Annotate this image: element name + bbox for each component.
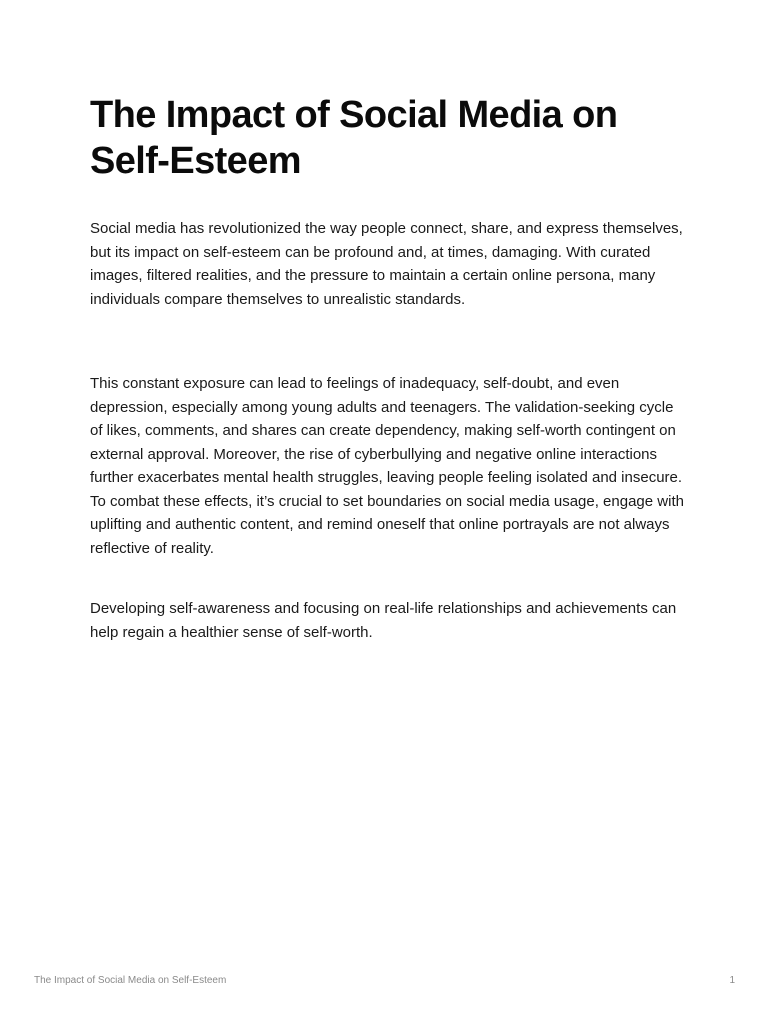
paragraph-intro: Social media has revolutionized the way people connect, share, and express themselves, but its impact on self-esteem can be profound and, at times, damaging. With curated images, filtered realities, and the pressure to maintain a certain online persona, many individuals compare themselves to unrealistic standards. xyxy=(90,220,683,308)
footer-running-title: The Impact of Social Media on Self-Esteem xyxy=(34,975,227,986)
paragraph-effects: This constant exposure can lead to feelings of inadequacy, self-doubt, and even depression, especially among young adults and teenagers. The validation-seeking cycle of likes, comments, and shares can create dependency, making self-worth contingent on external approval. Moreover, the rise of cyberbullying and negative online interactions further exacerbates mental health struggles, leaving people feeling isolated and insecure. To combat these effects, it’s crucial to set boundaries on social media usage, engage with uplifting and authentic content, and remind oneself that online portrayals are not always reflective of reality. xyxy=(90,375,684,557)
page-title: The Impact of Social Media on Self-Esteem xyxy=(90,94,618,182)
paragraph-conclusion: Developing self-awareness and focusing on real-life relationships and achievements can help regain a healthier sense of self-worth. xyxy=(90,600,677,641)
footer-page-number: 1 xyxy=(729,975,735,986)
